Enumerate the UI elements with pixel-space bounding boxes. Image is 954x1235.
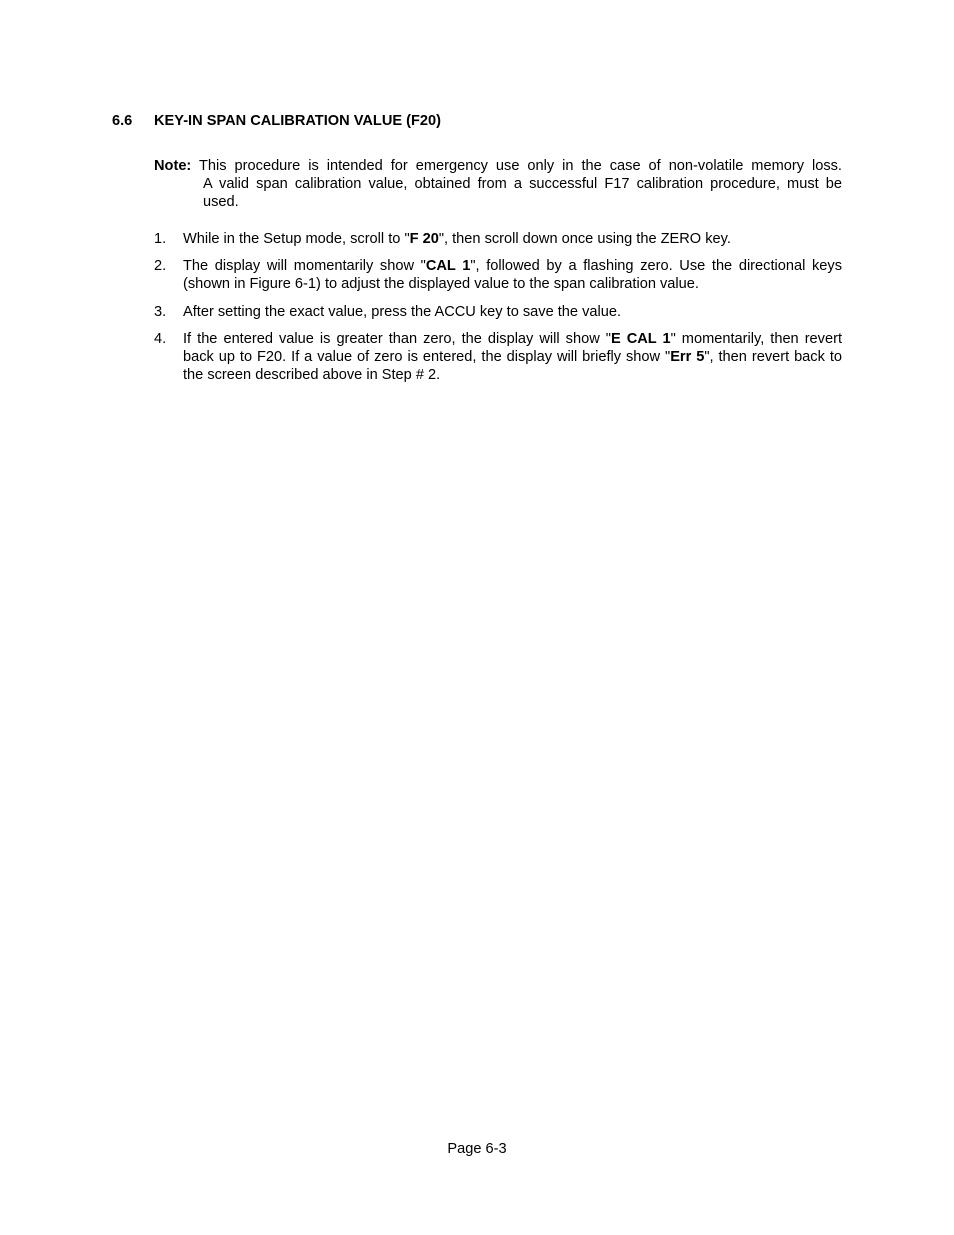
step-text: If the entered value is greater than zero, the display will show " (183, 330, 611, 347)
page-number: Page 6-3 (447, 1141, 507, 1157)
display-code: CAL 1 (425, 258, 471, 275)
section-number: 6.6 (112, 113, 133, 129)
note-first-text: This procedure is intended for emergency use only in the case of non-volatile memory loss. (199, 158, 842, 174)
step-number: 2. (154, 258, 167, 275)
note-continuation: A valid span calibration value, obtained from a successful F17 calibration procedure, must be used. (203, 176, 842, 211)
step-text: ", then scroll down once using the ZERO key. (438, 231, 731, 247)
procedure-steps (154, 230, 842, 393)
step-text: After setting the exact value, press the ACCU key to save the value. (183, 303, 622, 320)
step-number: 4. (154, 330, 167, 347)
step-number: 1. (154, 231, 167, 247)
step-text: The display will momentarily show " (183, 258, 426, 275)
step-4 (154, 330, 842, 385)
display-code: E CAL 1 (610, 330, 671, 347)
display-code: Err 5 (670, 349, 705, 366)
step-3 (154, 303, 842, 321)
step-1 (154, 230, 842, 248)
step-text: ", then revert back to the screen described above in Step # 2. (183, 349, 842, 384)
step-number: 3. (154, 303, 167, 320)
note-label: Note: (154, 158, 192, 174)
step-text: ", followed by a flashing zero. Use the directional keys (shown in Figure 6-1) to adjust the displayed value to the span calibration value. (183, 258, 843, 293)
note-block (154, 157, 842, 212)
section-title: KEY-IN SPAN CALIBRATION VALUE (F20) (154, 113, 442, 129)
note-first-line (154, 157, 842, 175)
step-2 (154, 257, 842, 293)
section-heading (112, 113, 441, 129)
display-code: F 20 (409, 231, 439, 247)
step-text: While in the Setup mode, scroll to " (183, 231, 410, 247)
step-text: " momentarily, then revert back up to F20. If a value of zero is entered, the display will briefly show " (183, 330, 843, 366)
